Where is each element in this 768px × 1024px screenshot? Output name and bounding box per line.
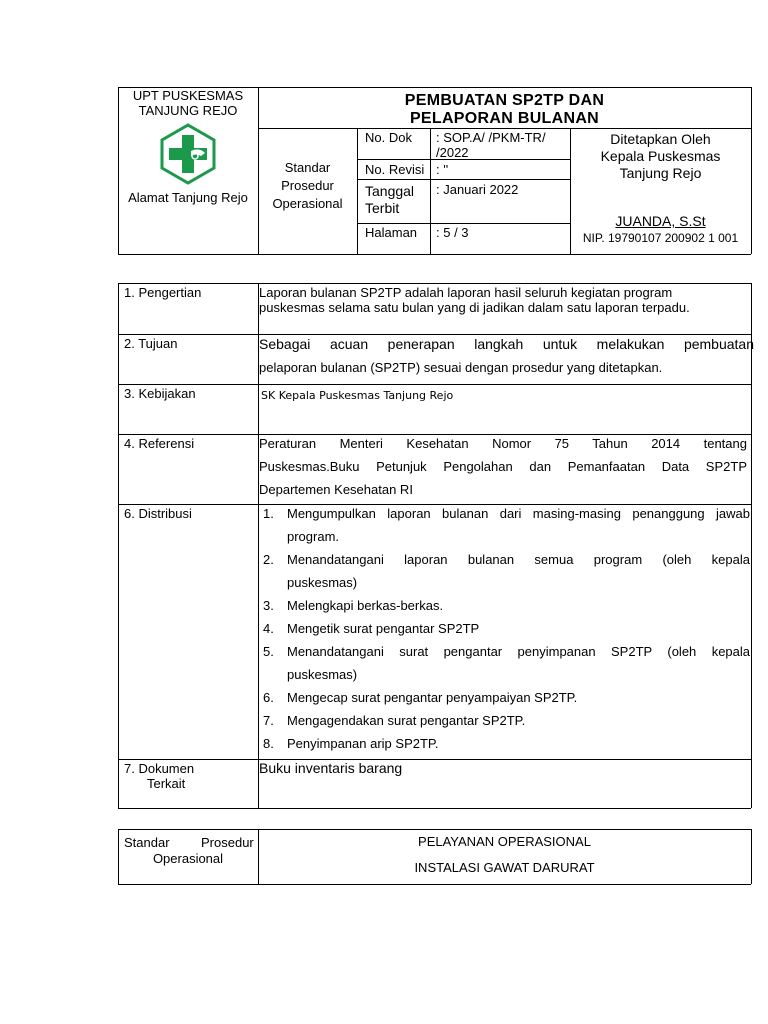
signer-nip: NIP. 19790107 200902 1 001 xyxy=(582,231,739,245)
no-revisi-label: No. Revisi xyxy=(365,162,425,177)
tanggal-value: : Januari 2022 xyxy=(436,182,519,197)
list-item-continuation: program. xyxy=(287,529,340,544)
footer-left-word1: Standar xyxy=(124,835,170,850)
no-dok-label: No. Dok xyxy=(365,130,412,145)
puskesmas-logo-icon xyxy=(157,123,219,185)
ditetapkan-line3: Tanjung Rejo xyxy=(619,165,702,181)
list-item: Melengkapi berkas-berkas. xyxy=(287,598,444,613)
list-item: Menandatangani laporan bulanan semua program (oleh kepala xyxy=(287,552,750,567)
no-dok-value-line1: : SOP.A/ /PKM-TR/ xyxy=(436,130,546,145)
distribusi-label: 6. Distribusi xyxy=(124,506,192,521)
tanggal-label-line1: Tanggal xyxy=(365,183,415,199)
list-item-number: 8. xyxy=(263,736,274,751)
list-item: Penyimpanan arip SP2TP. xyxy=(287,736,439,751)
footer-right-line1: PELAYANAN OPERASIONAL xyxy=(418,834,591,849)
tujuan-label: 2. Tujuan xyxy=(124,336,178,351)
footer-right-line2: INSTALASI GAWAT DARURAT xyxy=(414,860,595,875)
doc-title-line2: PELAPORAN BULANAN xyxy=(409,110,600,127)
org-name-line1: UPT PUSKESMAS xyxy=(132,88,244,103)
list-item: Menandatangani surat pengantar penyimpanan SP2TP (oleh kepala xyxy=(287,644,750,659)
no-revisi-value: : '' xyxy=(436,162,449,177)
pengertian-text-line2: puskesmas selama satu bulan yang di jadikan dalam satu laporan terpadu. xyxy=(259,300,690,315)
referensi-text-line1: Peraturan Menteri Kesehatan Nomor 75 Tahun 2014 tentang xyxy=(259,436,747,451)
halaman-label: Halaman xyxy=(365,225,418,240)
list-item-number: 3. xyxy=(263,598,274,613)
ditetapkan-line1: Ditetapkan Oleh xyxy=(610,131,711,147)
list-item-number: 5. xyxy=(263,644,274,659)
doc-title-line1: PEMBUATAN SP2TP DAN xyxy=(404,92,605,109)
dokumen-label-line2: Terkait xyxy=(147,776,186,791)
tanggal-label-line2: Terbit xyxy=(365,200,400,216)
list-item-continuation: puskesmas) xyxy=(287,667,358,682)
list-item-number: 4. xyxy=(263,621,274,636)
tujuan-text-line1: Sebagai acuan penerapan langkah untuk melakukan pembuatan xyxy=(259,336,754,352)
signer-name: JUANDA, S.St xyxy=(615,213,706,229)
pengertian-text-line1: Laporan bulanan SP2TP adalah laporan hasil seluruh kegiatan program xyxy=(259,285,673,300)
kebijakan-text: SK Kepala Puskesmas Tanjung Rejo xyxy=(261,389,454,402)
referensi-text-line2: Puskesmas.Buku Petunjuk Pengolahan dan Pemanfaatan Data SP2TP xyxy=(259,459,747,474)
referensi-label: 4. Referensi xyxy=(124,436,195,451)
list-item-continuation: puskesmas) xyxy=(287,575,358,590)
footer-left-word2: Prosedur xyxy=(201,835,254,850)
referensi-text-line3: Departemen Kesehatan RI xyxy=(259,482,413,497)
kebijakan-label: 3. Kebijakan xyxy=(124,386,196,401)
list-item-number: 7. xyxy=(263,713,274,728)
ditetapkan-line2: Kepala Puskesmas xyxy=(600,148,721,164)
list-item: Mengumpulkan laporan bulanan dari masing-masing penanggung jawab xyxy=(287,506,750,521)
list-item: Mengetik surat pengantar SP2TP xyxy=(287,621,480,636)
halaman-value: : 5 / 3 xyxy=(436,225,469,240)
sop-label-line1: Standar xyxy=(284,160,331,175)
footer-left-line2: Operasional xyxy=(152,851,224,866)
org-name-line2: TANJUNG REJO xyxy=(138,103,238,118)
list-item-number: 6. xyxy=(263,690,274,705)
sop-label-line2: Prosedur xyxy=(281,178,334,193)
list-item: Mengecap surat pengantar penyampaiyan SP2TP. xyxy=(287,690,578,705)
list-item-number: 2. xyxy=(263,552,274,567)
org-address: Alamat Tanjung Rejo xyxy=(128,190,248,205)
dokumen-label-line1: 7. Dokumen xyxy=(124,761,195,776)
tujuan-text-line2: pelaporan bulanan (SP2TP) sesuai dengan prosedur yang ditetapkan. xyxy=(259,360,663,375)
no-dok-value-line2: /2022 xyxy=(436,145,469,160)
list-item-number: 1. xyxy=(263,506,274,521)
sop-label-line3: Operasional xyxy=(272,196,343,211)
pengertian-label: 1. Pengertian xyxy=(124,285,202,300)
dokumen-text: Buku inventaris barang xyxy=(259,760,403,776)
list-item: Mengagendakan surat pengantar SP2TP. xyxy=(287,713,526,728)
